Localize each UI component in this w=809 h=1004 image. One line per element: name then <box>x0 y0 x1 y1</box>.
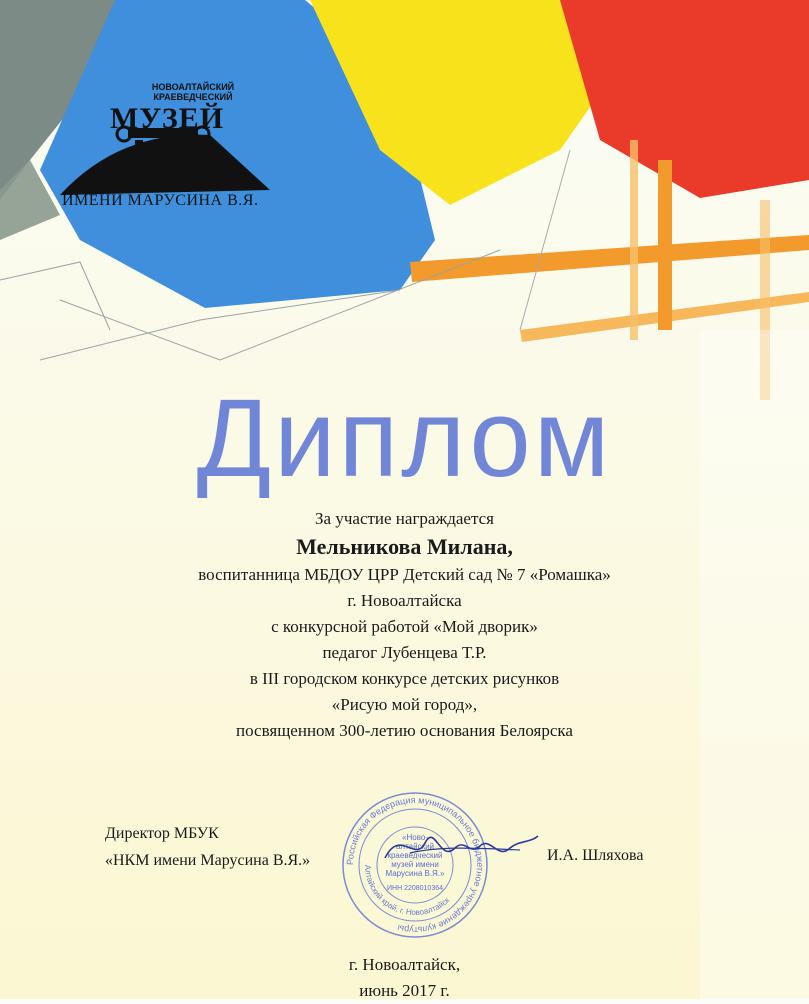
award-line-4: педагог Лубенцева Т.Р. <box>322 643 487 662</box>
signatory-name: И.А. Шляхова <box>547 847 644 864</box>
stamp-outer-text: Российская Федерация муниципальное бюджетное учреждение культуры <box>344 794 486 936</box>
footer-date: июнь 2017 г. <box>359 981 450 1000</box>
signatory-position-line-2: «НКМ имени Марусина В.Я.» <box>105 852 311 869</box>
stamp-inner-3: краеведческий <box>387 851 443 860</box>
award-line-6: «Рисую мой город», <box>331 695 478 714</box>
red-shape <box>560 0 809 198</box>
signatory-position <box>105 820 310 874</box>
award-line-7: посвященном 300-летию основания Белоярска <box>236 721 573 740</box>
thin-line-4 <box>520 150 570 330</box>
footer <box>0 952 809 1004</box>
stamp-inner-4: музей имени <box>391 860 439 869</box>
award-line-1: воспитанница МБДОУ ЦРР Детский сад № 7 «Ромашка» <box>198 565 611 584</box>
orange-post-2 <box>630 140 638 340</box>
award-line-5: в III городском конкурсе детских рисунков <box>249 669 560 688</box>
logo-caption-bottom: ИМЕНИ МАРУСИНА В.Я. <box>62 192 259 209</box>
handwritten-signature <box>380 818 540 878</box>
footer-city: г. Новоалтайск, <box>348 955 461 974</box>
stamp-inner-5: Марусина В.Я.» <box>385 869 445 878</box>
logo-line-2: КРАЕВЕДЧЕСКИЙ <box>153 92 233 102</box>
stamp-inner-1: «Ново- <box>402 833 428 842</box>
orange-post-1 <box>658 160 672 330</box>
stamp-region-text: Алтайский край, г. Новоалтайск <box>362 864 452 918</box>
logo-museum-word: МУЗЕЙ <box>109 102 225 135</box>
logo-caption-top <box>108 82 278 102</box>
diploma-title: Диплом <box>196 377 613 500</box>
logo-line-1: НОВОАЛТАЙСКИЙ <box>151 82 235 92</box>
stamp-inn: ИНН 2208010364 <box>386 885 444 892</box>
award-line-3: с конкурсной работой «Мой дворик» <box>271 617 538 636</box>
award-text <box>0 506 809 744</box>
award-line-2: г. Новоалтайска <box>347 591 462 610</box>
awardee-name: Мельникова Милана, <box>296 534 513 559</box>
thin-line-3 <box>0 262 110 330</box>
award-intro: За участие награждается <box>315 509 494 528</box>
orange-band-1 <box>410 235 809 282</box>
signatory-position-line-1: Директор МБУК <box>105 825 219 842</box>
stamp-inner-2: алтайский <box>395 842 435 851</box>
